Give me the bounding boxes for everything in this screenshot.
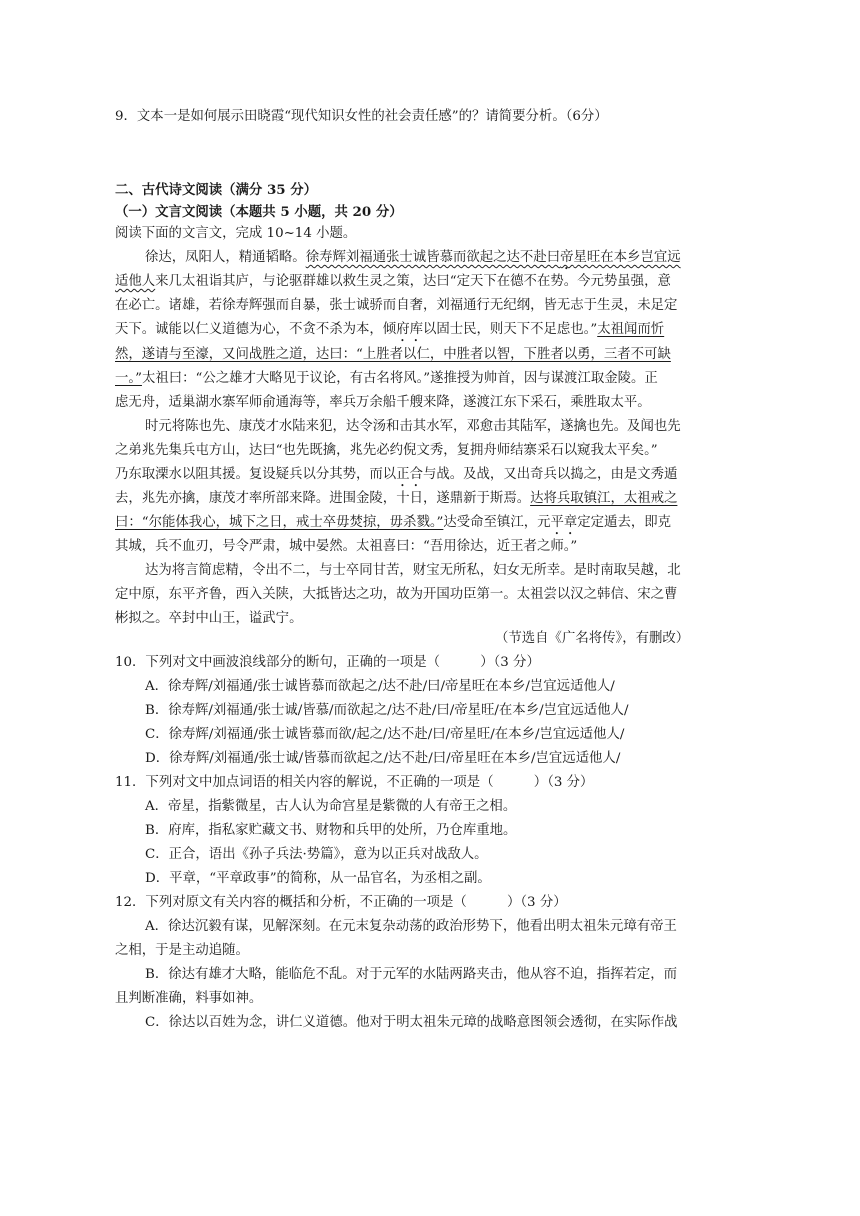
passage-text: 乃东取溧水以阻其援。复设疑兵以分其势，而以 <box>115 467 397 482</box>
passage-line: 时元将陈也先、康茂才水陆来犯，达令汤和击其水军，邓愈击其陆军，遂擒也先。及闻也先 <box>145 419 681 434</box>
passage-text: 太祖曰：“公之雄才大略见于议论，有古名将风。”遂推授为帅首，因与谋渡江取金陵。正 <box>141 371 658 386</box>
question-11-option-a: A．帝星，指紫微星，古人认为命宫星是紫微的人有帝王之相。 <box>145 799 517 814</box>
underlined-text: 一。” <box>115 371 142 386</box>
passage-line <box>115 489 677 509</box>
question-12-stem: 12．下列对原文有关内容的概括和分析，不正确的一项是（ ）（3 分） <box>115 895 567 910</box>
passage-text: 去，兆先亦擒，康茂才率所部来降。进围金陵，十日，遂鼎新于斯焉。 <box>115 491 531 506</box>
underlined-text: 曰：“尔能体我心，城下之日，戒士卒毋焚掠，毋杀戮。” <box>115 515 444 530</box>
question-11-stem: 11．下列对文中加点词语的相关内容的解说，不正确的一项是（ ）（3 分） <box>115 775 594 790</box>
dotted-term-zhenghe: 正合 <box>396 467 423 482</box>
passage-line <box>115 320 664 345</box>
question-12-option-c: C．徐达以百姓为念，讲仁义道德。他对于明太祖朱元璋的战略意图领会透彻，在实际作战 <box>145 1015 678 1030</box>
passage-text: 天下。诚能以仁义道德为心，不贪不杀为本，倾 <box>115 322 397 337</box>
passage-text: 徐达，凤阳人，精通韬略。 <box>145 250 306 265</box>
wavy-underlined-text: 徐寿辉刘福通张士诚皆慕而欲起之达不赴曰 <box>305 250 561 265</box>
question-10-option-b: B．徐寿辉/刘福通/张士诚/皆慕/而欲起之/达不赴/曰/帝星旺/在本乡/岂宜远适他人/ <box>145 703 629 718</box>
question-12-option-b-cont: 且判断准确，料事如神。 <box>115 991 263 1006</box>
wavy-underlined-text: 星旺在本乡岂宜远 <box>573 250 681 265</box>
question-12-option-a: A．徐达沉毅有谋，见解深刻。在元末复杂动荡的政治形势下，他看出明太祖朱元璋有帝王 <box>145 919 677 934</box>
passage-line: 其城，兵不血刃，号令严肃，城中晏然。太祖喜曰：“吾用徐达，近王者之师。” <box>115 539 578 554</box>
underlined-text: 太祖闻而忻 <box>597 322 665 337</box>
passage-text: 与战。及战，又出奇兵以捣之，由是文秀遁 <box>422 467 678 482</box>
passage-line: 达为将言简虑精，令出不二，与士卒同甘苦，财宝无所私，妇女无所幸。是时南取吴越，北 <box>145 563 681 578</box>
underlined-text: 然，遂请与至濠，又问战胜之道，达曰：“上胜者以仁，中胜者以智，下胜者以勇，三者不可缺 <box>115 347 671 362</box>
passage-line <box>115 272 671 292</box>
passage-line: 虑无舟，适巢湖水寨军师俞通海等，率兵万余船千艘来降，遂渡江东下采石，乘胜取太平。 <box>115 395 651 410</box>
passage-line: 之弟兆先集兵屯方山，达曰“也先既擒，兆先必约倪文秀，复拥舟师结寨采石以窥我太平矣。” <box>115 443 658 458</box>
passage-line: 在必亡。诸雄，若徐寿辉强而自暴，张士诚骄而自奢，刘福通行无纪纲，皆无志于生灵，未足定 <box>115 298 678 313</box>
underlined-text: 达将兵取镇江，太祖戒之 <box>530 491 678 506</box>
dotted-term-dixing: 帝 <box>560 250 574 265</box>
question-11-option-d: D．平章，“平章政事”的简称，从一品官名，为丞相之副。 <box>145 871 491 886</box>
question-10-stem: 10．下列对文中画波浪线部分的断句，正确的一项是（ ）（3 分） <box>115 655 540 670</box>
passage-line <box>115 465 677 490</box>
passage-text: 达受命至镇江，元 <box>443 515 551 530</box>
dotted-term-fuku: 府库 <box>396 322 423 337</box>
reading-instruction: 阅读下面的文言文，完成 10~14 小题。 <box>115 226 357 241</box>
passage-source: （节选自《广名将传》，有删改） <box>495 631 690 646</box>
dotted-term-pingzhang: 平章 <box>550 515 578 530</box>
passage-text: 以固士民，则天下不足虑也。” <box>422 322 598 337</box>
passage-text: 来几太祖诣其庐，与论驱群雄以救生灵之策，达曰“定天下在德不在势。今元势虽强，意 <box>155 274 671 289</box>
question-12-option-b: B．徐达有雄才大略，能临危不乱。对于元军的水陆两路夹击，他从容不迫，指挥若定，而 <box>145 967 678 982</box>
question-10-option-c: C．徐寿辉/刘福通/张士诚皆慕而欲/起之/达不赴/曰/帝星旺/在本乡/岂宜远适他人/ <box>145 727 625 742</box>
question-10-option-d: D．徐寿辉/刘福通/张士诚/皆慕而欲起之/达不赴/曰/帝星旺在本乡/岂宜远适他人/ <box>145 751 621 766</box>
section-heading: 二、古代诗文阅读（满分 35 分） <box>115 182 318 198</box>
passage-line <box>115 513 671 538</box>
passage-line: 定中原，东平齐鲁，西入关陕，大抵皆达之功，故为开国功臣第一。太祖尝以汉之韩信、宋之曹 <box>115 587 678 602</box>
passage-text: 定定遁去，即克 <box>577 515 672 530</box>
question-11-option-c: C．正合，语出《孙子兵法·势篇》，意为以正兵对战敌人。 <box>145 847 488 862</box>
question-11-option-b: B．府库，指私家贮藏文书、财物和兵甲的处所，乃仓库重地。 <box>145 823 517 838</box>
question-10-option-a: A．徐寿辉/刘福通/张士诚皆慕而欲起之/达不赴/曰/帝星旺在本乡/岂宜远适他人/ <box>145 679 615 694</box>
passage-line <box>145 248 681 273</box>
wavy-underlined-text: 适他人 <box>115 274 156 289</box>
passage-line <box>115 345 671 365</box>
question-12-option-a-cont: 之相，于是主动追随。 <box>115 943 249 958</box>
question-9: 9．文本一是如何展示田晓霞“现代知识女性的社会责任感”的？请简要分析。（6分） <box>115 109 608 124</box>
passage-line: 彬拟之。卒封中山王，谥武宁。 <box>115 611 303 626</box>
passage-line <box>115 369 658 389</box>
subsection-heading: （一）文言文阅读（本题共 5 小题，共 20 分） <box>115 204 403 220</box>
